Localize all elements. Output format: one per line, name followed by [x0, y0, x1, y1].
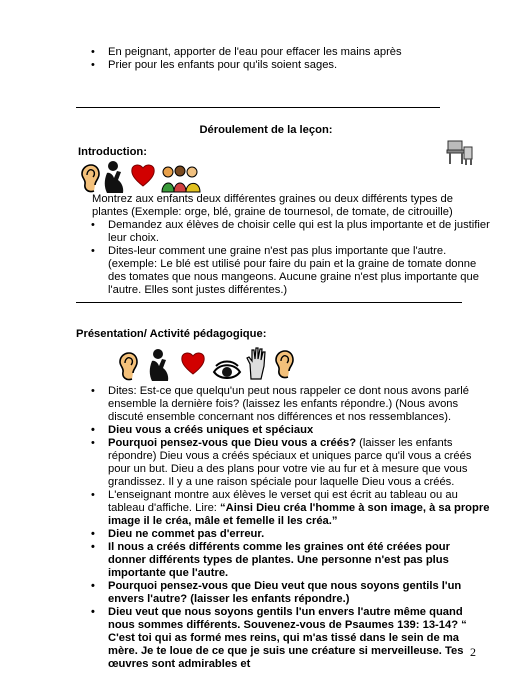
desk-chair-icon — [444, 137, 474, 167]
top-bullet-list — [108, 46, 488, 72]
list-item — [108, 437, 490, 489]
list-item: • Dieu vous a créés uniques et spéciaux — [108, 424, 490, 437]
heart-icon — [130, 162, 156, 188]
ear-icon — [116, 352, 138, 382]
instruction-text: L'enseignant montre aux élèves le verset qui est écrit au tableau ou au tableau d'affiche. Lire: — [108, 489, 458, 514]
praying-person-icon — [146, 348, 172, 382]
list-item: • Prier pour les enfants pour qu'ils soient sages. — [108, 59, 488, 72]
question-text: Pourquoi pensez-vous que Dieu vous a créés? — [108, 437, 357, 449]
presentation-bullet-list — [108, 385, 490, 671]
eye-icon — [212, 360, 242, 382]
list-item: • Demandez aux élèves de choisir celle qui est la plus importante et de justifier leur choix. — [108, 219, 490, 245]
list-item: • Dites-leur comment une graine n'est pas plus importante que l'autre. (exemple: Le blé est utilisé pour faire du pain et la graine de tomate donne des tomates que nous mangeons. Aucune graine n'est plus importante que l'autre. Elles sont justes différentes.) — [108, 245, 490, 297]
ear-icon — [272, 350, 294, 380]
bible-verse: “Ainsi Dieu créa l'homme à son image, à sa propre image il le créa, mâle et femelle il les créa.” — [108, 502, 490, 527]
introduction-heading: Introduction: — [78, 146, 147, 158]
praying-person-icon — [101, 160, 127, 194]
heart-icon — [180, 350, 206, 376]
list-item: • Dites: Est-ce que quelqu'un peut nous rappeler ce dont nous avons parlé ensemble la dernière fois? (laissez les enfants répondre.) (Nous avons discuté ensemble concernant nos différences et nos ressemblances). — [108, 385, 490, 424]
intro-first-paragraph: Montrez aux enfants deux différentes graines ou deux différents types de plantes (Exemple: orge, blé, graine de tournesol, de tomate, de citrouille) — [92, 193, 453, 218]
section-title: Déroulement de la leçon: — [199, 124, 333, 136]
list-item — [108, 489, 490, 528]
list-item: • Dieu veut que nous soyons gentils l'un envers l'autre même quand nous sommes différents. Souvenez-vous de Psaumes 139: 13-14? “ C'est toi qui as formé mes reins, qui m'as tissé dans le sein de ma mère. Je te loue de ce que je suis une créature si merveilleuse. Tes œuvres sont admirables et — [108, 606, 490, 671]
ear-icon — [78, 164, 100, 194]
list-item: • Dieu ne commet pas d'erreur. — [108, 528, 490, 541]
divider — [76, 302, 462, 303]
divider — [76, 107, 440, 108]
intro-bullet-list — [108, 219, 490, 297]
hand-icon — [244, 346, 268, 380]
presentation-heading: Présentation/ Activité pédagogique: — [76, 328, 267, 340]
list-item: • Il nous a créés différents comme les graines ont été créées pour donner différents types de plantes. Une personne n'est pas plus importante que l'autre. — [108, 541, 490, 580]
group-of-children-icon — [160, 165, 204, 193]
page-number: 2 — [470, 645, 476, 659]
answer-text: (laisser les enfants répondre) Dieu vous a créés spéciaux et uniques parce qu'il vous a créés pour un but. Dieu a des plans pour votre vie au fur et à mesure que vous grandissez. Il y a une raison spéciale pour laquelle Dieu vous a créés. — [108, 437, 472, 488]
list-item: • En peignant, apporter de l'eau pour effacer les mains après — [108, 46, 488, 59]
list-item: • Pourquoi pensez-vous que Dieu veut que nous soyons gentils l'un envers l'autre? (laisser les enfants répondre.) — [108, 580, 490, 606]
